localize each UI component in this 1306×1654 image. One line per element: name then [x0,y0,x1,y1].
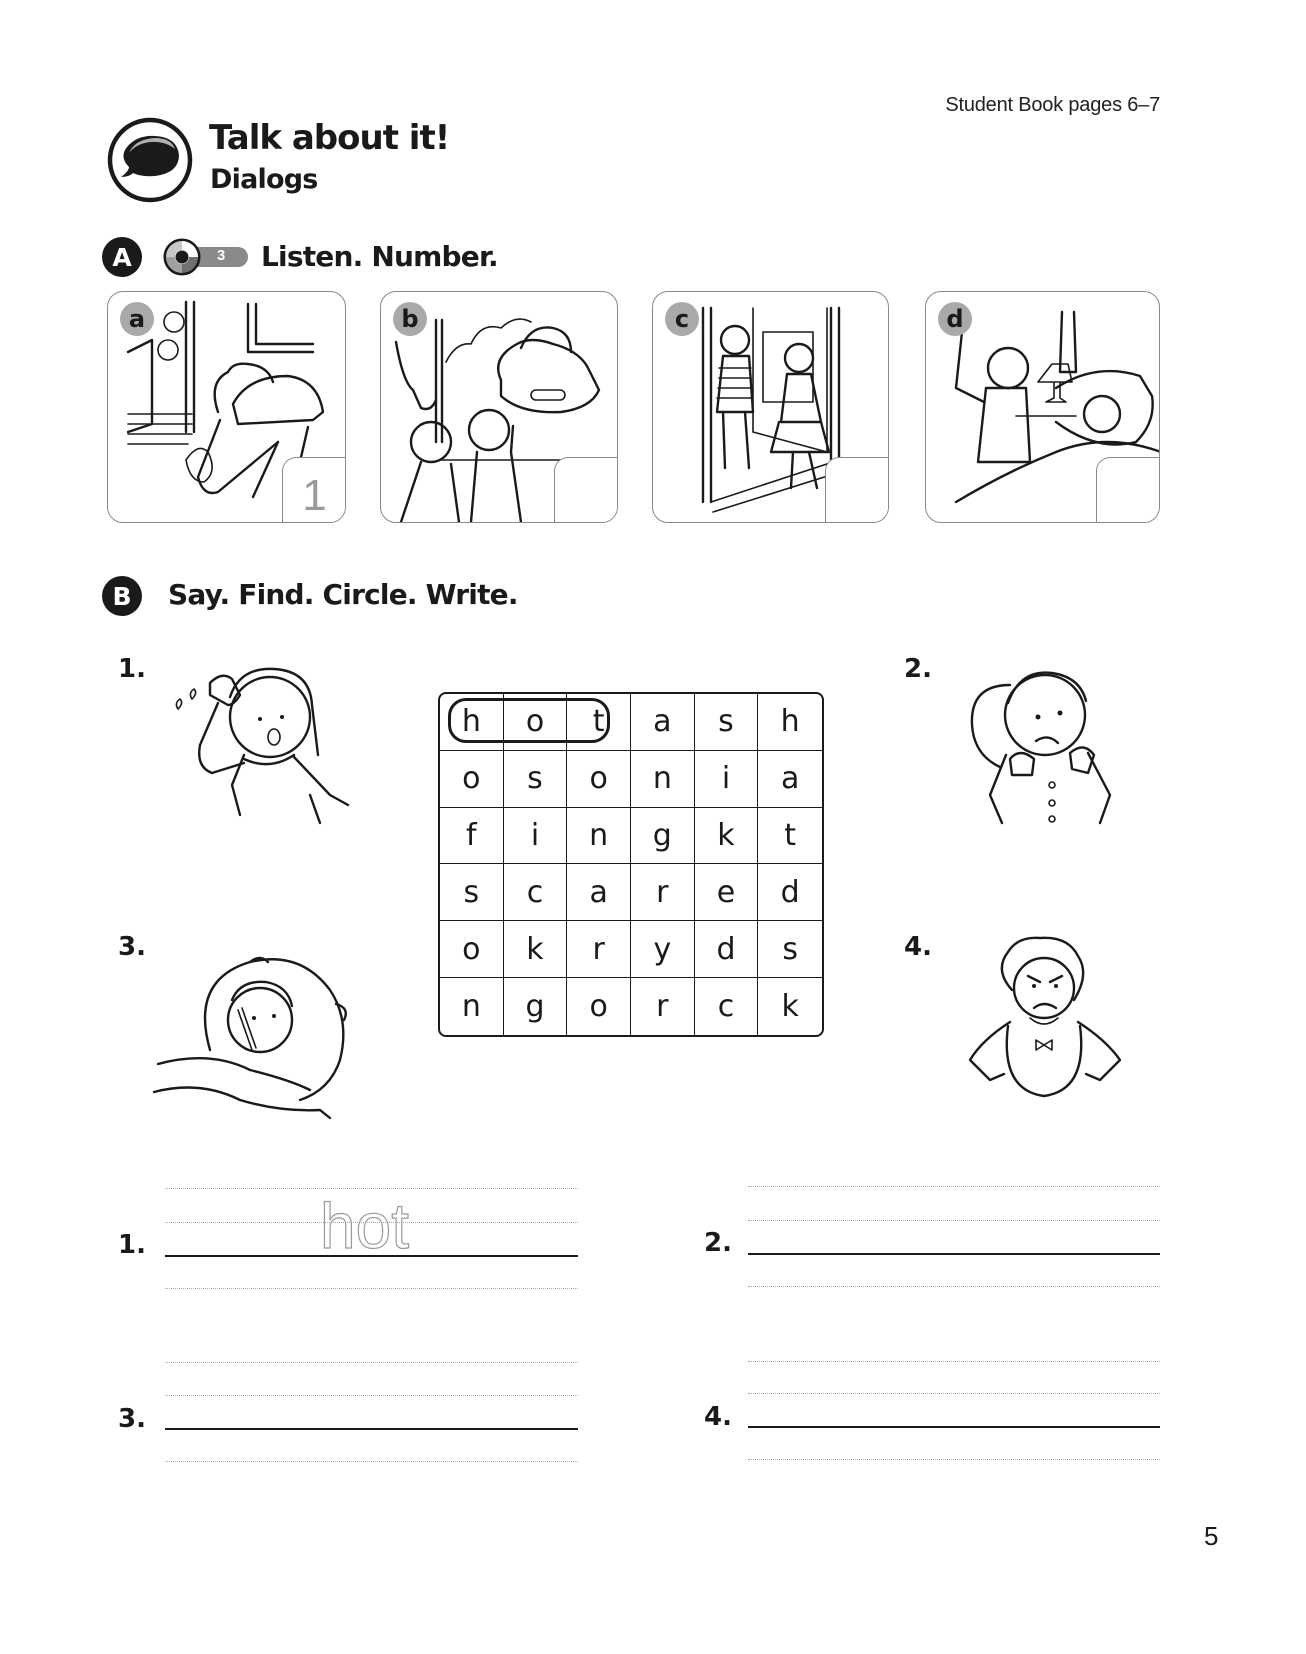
grid-cell[interactable]: n [631,751,695,808]
grid-cell[interactable]: e [695,864,759,921]
grid-cell[interactable]: s [504,751,568,808]
grid-cell[interactable]: k [781,989,799,1025]
grid-cell[interactable]: s [695,694,759,751]
item-number-3: 3. [118,932,146,962]
traced-answer: hot [320,1190,409,1262]
writing-line-4[interactable] [748,1361,1160,1461]
grid-cell[interactable]: y [631,921,695,978]
bottom-guide-line [748,1459,1160,1460]
mid-guide-line [748,1220,1160,1221]
picture-frame-b [380,291,618,523]
write-number-1: 1. [118,1230,146,1260]
sick-boy-illustration [150,940,360,1120]
picture-letter-a: a [120,302,154,336]
grid-cell[interactable]: s [440,864,504,921]
answer-box-d[interactable] [1096,457,1160,523]
item-number-4: 4. [904,932,932,962]
mid-guide-line [748,1393,1160,1394]
grid-cell[interactable]: i [504,808,568,865]
grid-cell[interactable]: r [631,978,695,1035]
grid-cell[interactable]: a [567,864,631,921]
grid-cell[interactable]: n [567,808,631,865]
writing-line-3[interactable] [165,1362,578,1462]
grid-cell[interactable]: r [567,921,631,978]
grid-cell[interactable]: c [695,978,759,1035]
grid-cell[interactable]: o [440,751,504,808]
grid-cell[interactable]: o [567,978,631,1035]
answer-box-c[interactable] [825,457,889,523]
grid-cell[interactable]: h [440,694,504,751]
grid-cell[interactable]: r [631,864,695,921]
write-number-3: 3. [118,1404,146,1434]
base-line [748,1253,1160,1255]
bottom-guide-line [165,1461,578,1462]
grid-cell[interactable]: g [504,978,568,1035]
grid-cell[interactable]: a [758,751,822,808]
word-search-grid [438,692,824,1037]
grid-cell[interactable]: d [758,864,822,921]
grid-cell[interactable]: o [504,694,568,751]
picture-frame-c [652,291,889,523]
picture-frame-d [925,291,1160,523]
circled-word-hot [448,698,610,743]
section-b-instruction: Say. Find. Circle. Write. [168,578,518,611]
grid-cell[interactable]: h [758,694,822,751]
mid-guide-line [165,1395,578,1396]
grid-cell[interactable]: o [440,921,504,978]
speech-bubble-icon [107,117,193,203]
write-number-2: 2. [704,1228,732,1258]
track-number: 3 [216,247,226,264]
bottom-guide-line [165,1288,578,1289]
answer-box-b[interactable] [554,457,618,523]
picture-letter-c: c [665,302,699,336]
grid-cell[interactable]: t [567,694,631,751]
bottom-guide-line [748,1286,1160,1287]
worried-girl-illustration [960,655,1130,830]
base-line [165,1428,578,1430]
grid-cell[interactable]: d [695,921,759,978]
top-guide-line [165,1188,578,1189]
writing-line-2[interactable] [748,1186,1160,1286]
grid-cell[interactable]: n [440,978,504,1035]
grid-cell[interactable]: o [567,751,631,808]
base-line [748,1426,1160,1428]
grid-cell[interactable]: f [440,808,504,865]
top-guide-line [748,1361,1160,1362]
writing-line-1[interactable] [165,1188,578,1288]
top-guide-line [748,1186,1160,1187]
picture-frame-a [107,291,346,523]
grid-cell[interactable]: c [504,864,568,921]
page-title: Talk about it! [209,118,450,158]
book-reference: Student Book pages 6–7 [945,94,1160,116]
grid-cell[interactable]: t [758,808,822,865]
item-number-1: 1. [118,654,146,684]
section-a-badge: A [102,237,142,277]
picture-letter-d: d [938,302,972,336]
page-subtitle: Dialogs [210,164,318,195]
item-number-2: 2. [904,654,932,684]
grid-cell[interactable]: i [695,751,759,808]
grid-cell[interactable]: g [631,808,695,865]
section-b-badge: B [102,576,142,616]
page-number: 5 [1204,1521,1219,1551]
angry-boy-illustration [960,930,1130,1110]
section-a-instruction: Listen. Number. [261,240,498,273]
picture-letter-b: b [393,302,427,336]
grid-cell[interactable]: s [758,921,822,978]
grid-cell[interactable]: k [695,808,759,865]
grid-cell[interactable]: a [631,694,695,751]
grid-cell[interactable]: k [504,921,568,978]
top-guide-line [165,1362,578,1363]
answer-box-a[interactable]: 1 [282,457,346,523]
write-number-4: 4. [704,1402,732,1432]
hot-girl-illustration [170,655,360,825]
